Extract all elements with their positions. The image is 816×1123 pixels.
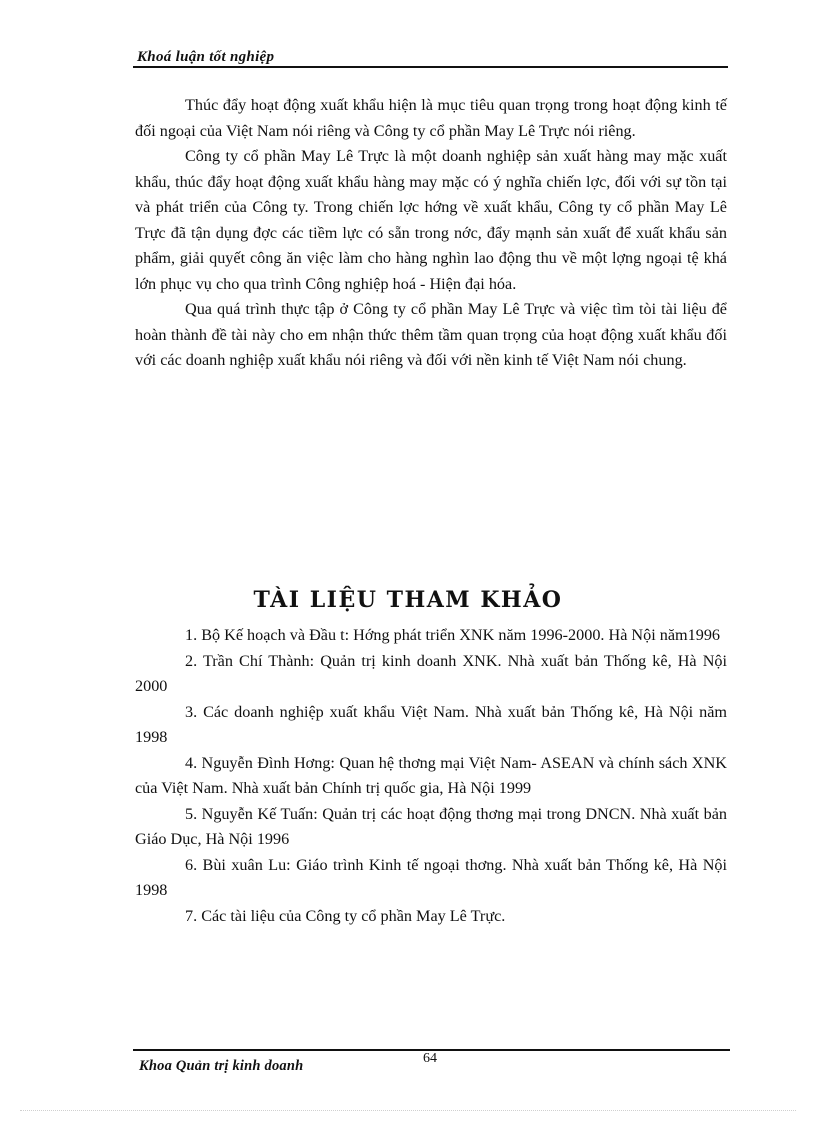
references-list	[135, 623, 727, 929]
references-heading: TÀI LIỆU THAM KHẢO	[253, 587, 563, 613]
reference-item: 5. Nguyễn Kế Tuấn: Quản trị các hoạt động thơng mại trong DNCN. Nhà xuất bản Giáo Dục, Hà Nội 1996	[135, 804, 727, 848]
paragraph: Công ty cổ phần May Lê Trực là một doanh nghiệp sản xuất hàng may mặc xuất khẩu, thúc đẩy hoạt động xuất khẩu hàng may mặc có ý nghĩa chiến lợc, đối với sự tồn tại và phát triển của Công ty. Trong chiến lợc hớng về xuất khẩu, Công ty cổ phần May Lê Trực đã tận dụng đợc các tiềm lực có sẵn trong nớc, đẩy mạnh sản xuất để xuất khẩu sản phẩm, giải quyết công ăn việc làm cho hàng nghìn lao động thu về một lợng ngoại tệ khá lớn phục vụ cho qua trình Công nghiệp hoá - Hiện đại hóa.	[135, 147, 727, 293]
body-text	[135, 93, 727, 374]
page-edge-divider	[20, 1110, 796, 1111]
reference-item: 1. Bộ Kế hoạch và Đầu t: Hớng phát triển XNK năm 1996-2000. Hà Nội năm1996	[185, 626, 721, 644]
paragraph: Thúc đẩy hoạt động xuất khẩu hiện là mục tiêu quan trọng trong hoạt động kinh tế đối ngoại của Việt Nam nói riêng và Công ty cổ phần May Lê Trực nói riêng.	[135, 96, 727, 140]
page-footer	[133, 1049, 730, 1074]
page-number: 64	[423, 1051, 437, 1066]
reference-item: 2. Trần Chí Thành: Quản trị kinh doanh XNK. Nhà xuất bản Thống kê, Hà Nội 2000	[135, 651, 727, 695]
reference-item: 6. Bùi xuân Lu: Giáo trình Kinh tế ngoại thơng. Nhà xuất bản Thống kê, Hà Nội 1998	[135, 855, 727, 899]
page-header	[133, 46, 728, 68]
reference-item: 3. Các doanh nghiệp xuất khẩu Việt Nam. Nhà xuất bản Thống kê, Hà Nội năm 1998	[135, 702, 727, 746]
reference-item: 4. Nguyễn Đình Hơng: Quan hệ thơng mại Việt Nam- ASEAN và chính sách XNK của Việt Nam. Nhà xuất bản Chính trị quốc gia, Hà Nội 1999	[135, 753, 727, 797]
reference-item: 7. Các tài liệu của Công ty cổ phần May Lê Trực.	[185, 906, 506, 925]
footer-title: Khoa Quản trị kinh doanh	[139, 1058, 304, 1074]
header-title: Khoá luận tốt nghiệp	[137, 49, 275, 65]
paragraph: Qua quá trình thực tập ở Công ty cổ phần May Lê Trực và việc tìm tòi tài liệu để hoàn thành đề tài này cho em nhận thức thêm tầm quan trọng của hoạt động xuất khẩu đối với các doanh nghiệp xuất khẩu nói riêng và đối với nền kinh tế Việt Nam nói chung.	[135, 300, 727, 369]
